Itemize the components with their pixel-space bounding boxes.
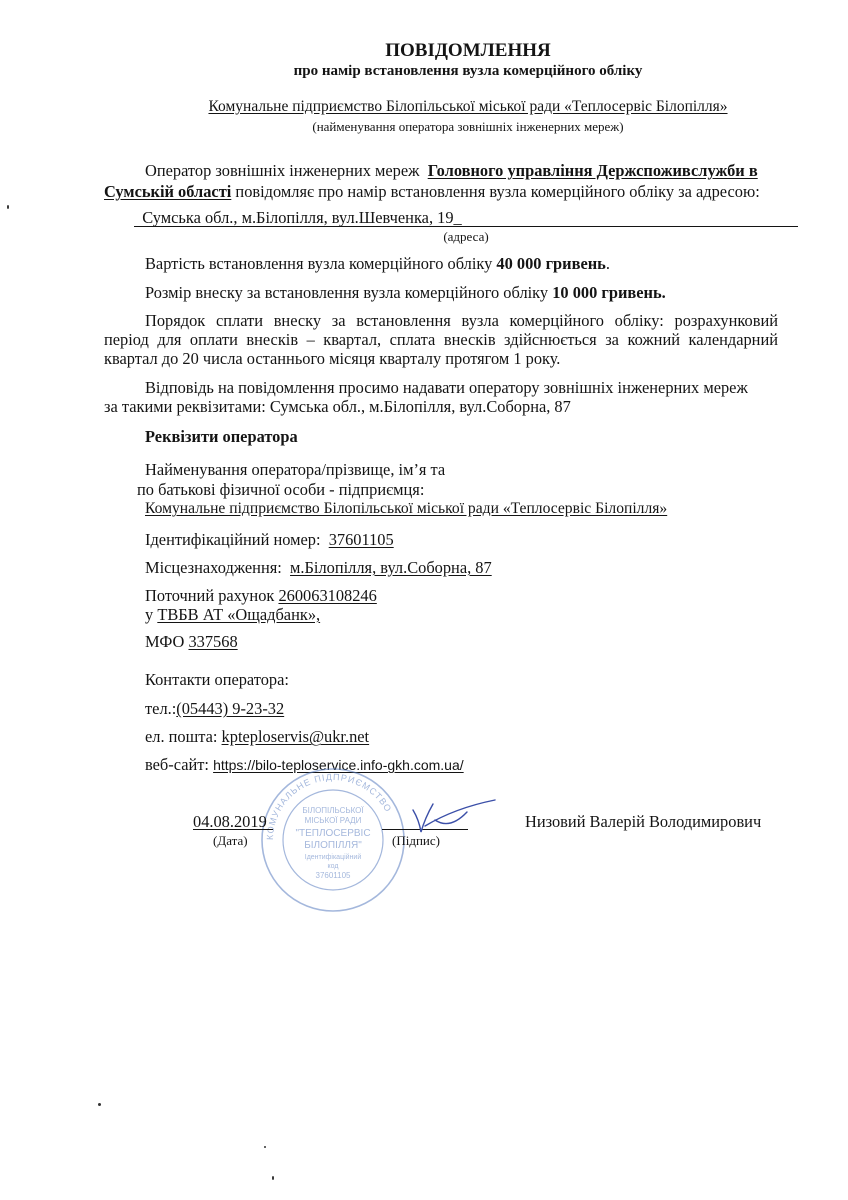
website-label: веб-сайт:	[145, 755, 209, 774]
intro-authority-part1: Головного управління Держспоживслужби в	[427, 161, 758, 180]
install-cost: Вартість встановлення вузла комерційного обліку 40 000 гривень.	[145, 254, 610, 273]
id-value: 37601105	[328, 530, 394, 549]
stamp-line-4: БІЛОПІЛЛЯ"	[304, 840, 362, 851]
requisites-heading: Реквізити оператора	[145, 427, 298, 446]
account-label: Поточний рахунок	[145, 586, 275, 605]
contacts-heading: Контакти оператора:	[145, 670, 289, 689]
website-link[interactable]: https://bilo-teploservice.info-gkh.com.ua/	[213, 757, 464, 773]
contacts-phone	[145, 699, 284, 719]
fee-cost-label: Розмір внеску за встановлення вузла комерційного обліку	[145, 283, 549, 302]
official-stamp	[258, 765, 408, 915]
requisites-account	[145, 586, 377, 606]
account-value: 260063108246	[278, 586, 377, 605]
install-cost-label: Вартість встановлення вузла комерційного обліку	[145, 254, 493, 273]
requisites-bank	[145, 605, 320, 625]
phone-value: (05443) 9-23-32	[176, 699, 285, 718]
mfo-label: МФО	[145, 632, 185, 651]
stamp-line-7: 37601105	[315, 871, 351, 880]
install-cost-amount: 40 000 гривень	[496, 254, 606, 273]
requisites-location	[145, 558, 492, 578]
stamp-outer-text: КОМУНАЛЬНЕ ПІДПРИЄМСТВО	[264, 771, 394, 841]
address-value: Сумська обл., м.Білопілля, вул.Шевченка, 19_	[142, 208, 462, 227]
email-value[interactable]: kpteploservis@ukr.net	[221, 727, 370, 746]
scan-speck	[98, 1103, 101, 1106]
intro-line-1	[145, 161, 758, 181]
requisites-name-value: Комунальне підприємство Білопільської міської ради «Теплосервіс Білопілля»	[145, 500, 668, 517]
email-label: ел. пошта:	[145, 727, 218, 746]
reply-line-1: Відповідь на повідомлення просимо надавати оператору зовнішніх інженерних мереж	[145, 378, 748, 397]
payment-order-line-2: період для оплати внесків – квартал, сплата внесків здійснюється за кожний календарний	[104, 330, 778, 349]
stamp-line-6: код	[327, 863, 339, 870]
stamp-line-3: "ТЕПЛОСЕРВІС	[295, 828, 371, 839]
payment-order-line-3: квартал до 20 числа останнього місяця кварталу протягом 1 року.	[104, 349, 561, 368]
date-caption: (Дата)	[213, 833, 248, 848]
intro-authority-part2: Сумській області	[104, 182, 232, 201]
scan-speck	[272, 1176, 274, 1180]
signature-caption: (Підпис)	[392, 833, 440, 848]
signer-name: Низовий Валерій Володимирович	[525, 812, 762, 831]
intro-line-2	[104, 182, 760, 202]
signature-date: 04.08.2019	[193, 812, 267, 831]
requisites-name-label-1: Найменування оператора/прізвище, ім’я та	[145, 460, 446, 479]
stamp-line-5: Ідентифікаційний	[304, 854, 362, 861]
address-caption: (адреса)	[443, 229, 489, 244]
payment-order-line-1: Порядок сплати внеску за встановлення вузла комерційного обліку: розрахунковий	[145, 311, 778, 330]
reply-line-2: за такими реквізитами: Сумська обл., м.Білопілля, вул.Соборна, 87	[104, 397, 571, 416]
stamp-line-2: МІСЬКОЇ РАДИ	[304, 816, 362, 825]
operator-name: Комунальне підприємство Білопільської міської ради «Теплосервіс Білопілля»	[208, 98, 728, 115]
requisites-id	[145, 530, 394, 550]
scan-speck	[7, 205, 9, 209]
intro-prefix: Оператор зовнішніх інженерних мереж	[145, 161, 420, 180]
mfo-value: 337568	[188, 632, 238, 651]
stamp-line-1: БІЛОПІЛЬСЬКОЇ	[302, 806, 364, 815]
handwritten-signature	[395, 790, 505, 845]
requisites-name-label-2: по батькові фізичної особи - підприємця:	[137, 480, 425, 499]
scan-speck	[264, 1146, 266, 1148]
operator-caption: (найменування оператора зовнішніх інженерних мереж)	[312, 119, 624, 134]
document-subtitle: про намір встановлення вузла комерційного обліку	[293, 63, 643, 79]
requisites-mfo	[145, 632, 238, 652]
intro-rest: повідомляє про намір встановлення вузла комерційного обліку за адресою:	[235, 182, 760, 201]
location-value: м.Білопілля, вул.Соборна, 87	[290, 558, 492, 577]
location-label: Місцезнаходження:	[145, 558, 282, 577]
document-title: ПОВІДОМЛЕННЯ	[385, 40, 551, 61]
bank-value: ТВБВ АТ «Ощадбанк»,	[157, 605, 321, 624]
fee-cost-amount: 10 000 гривень.	[552, 283, 666, 302]
id-label: Ідентифікаційний номер:	[145, 530, 321, 549]
bank-prefix: у	[145, 605, 154, 624]
contacts-email	[145, 727, 369, 747]
phone-label: тел.:	[145, 699, 177, 718]
fee-cost	[145, 283, 666, 303]
